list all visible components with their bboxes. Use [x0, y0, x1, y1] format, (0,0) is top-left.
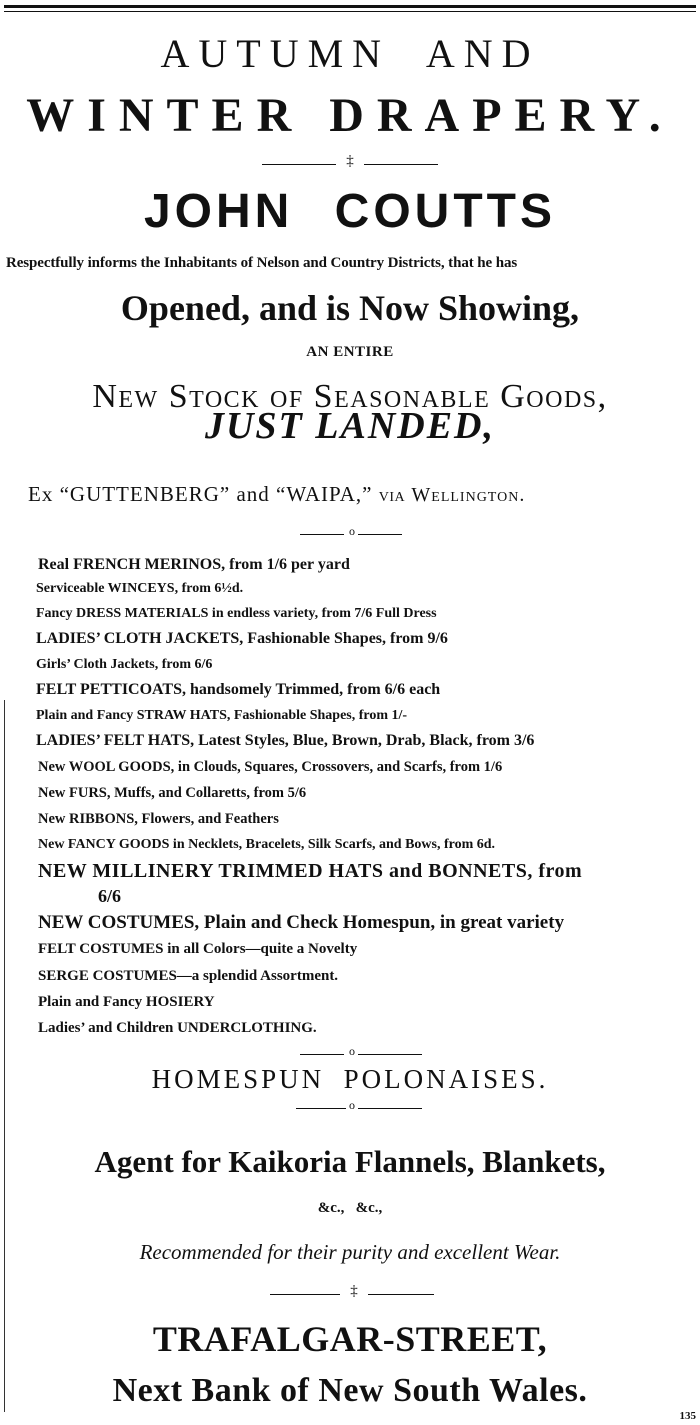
just-landed: JUST LANDED,: [204, 405, 496, 447]
ship-names: Ex “GUTTENBERG” and “WAIPA,”: [28, 482, 373, 506]
merchant-name: JOHN COUTTS: [143, 185, 556, 238]
list-item: New WOOL GOODS, in Clouds, Squares, Crossovers, and Scarfs, from 1/6: [38, 759, 503, 775]
list-item: Plain and Fancy STRAW HATS, Fashionable Shapes, from 1/-: [36, 708, 408, 723]
list-item: New RIBBONS, Flowers, and Feathers: [38, 811, 279, 827]
list-item: NEW MILLINERY TRIMMED HATS and BONNETS, from: [38, 860, 583, 882]
separator-3-glyph: o: [349, 1044, 355, 1058]
list-item: Ladies’ and Children UNDERCLOTHING.: [38, 1020, 317, 1036]
port-name: Wellington.: [411, 484, 526, 506]
separator-1-glyph: ‡: [346, 153, 354, 169]
separator-4-right: [358, 1108, 422, 1109]
merchant-intro: Respectfully informs the Inhabitants of Nelson and Country Districts, that he has: [6, 255, 518, 271]
page-number: 135: [679, 1410, 696, 1422]
separator-5-right: [368, 1294, 434, 1295]
list-item: 6/6: [98, 886, 122, 906]
list-item: NEW COSTUMES, Plain and Check Homespun, in great variety: [38, 912, 565, 933]
separator-2-glyph: o: [349, 524, 355, 538]
an-entire: AN ENTIRE: [306, 344, 394, 360]
top-rule: [4, 5, 696, 8]
list-item: Plain and Fancy HOSIERY: [38, 994, 215, 1010]
list-item: FELT PETTICOATS, handsomely Trimmed, from 6/6 each: [36, 681, 441, 698]
separator-1-left: [262, 164, 336, 165]
via-word: VIA: [378, 490, 406, 505]
list-item: LADIES’ CLOTH JACKETS, Fashionable Shapes, from 9/6: [36, 630, 448, 647]
top-rule-thin: [4, 11, 696, 12]
separator-1-right: [364, 164, 438, 165]
list-item: SERGE COSTUMES—a splendid Assortment.: [38, 968, 339, 984]
list-item: LADIES’ FELT HATS, Latest Styles, Blue, Brown, Drab, Black, from 3/6: [36, 732, 535, 749]
separator-5-glyph: ‡: [350, 1283, 358, 1299]
list-item: FELT COSTUMES in all Colors—quite a Novelty: [38, 941, 358, 957]
recommended-line: Recommended for their purity and excellent Wear.: [139, 1240, 561, 1264]
ship-line: [28, 482, 700, 507]
etc-line: &c., &c.,: [317, 1200, 383, 1216]
separator-2-right: [358, 534, 402, 535]
street-address: TRAFALGAR-STREET,: [152, 1319, 548, 1359]
separator-4-glyph: o: [349, 1098, 355, 1112]
list-item: Fancy DRESS MATERIALS in endless variety, from 7/6 Full Dress: [36, 606, 437, 621]
separator-5-left: [270, 1294, 340, 1295]
list-item: New FANCY GOODS in Necklets, Bracelets, Silk Scarfs, and Bows, from 6d.: [38, 837, 496, 852]
new-stock-heading: New Stock of Seasonable Goods,: [92, 378, 608, 415]
agent-line: Agent for Kaikoria Flannels, Blankets,: [94, 1144, 606, 1179]
list-item: Real FRENCH MERINOS, from 1/6 per yard: [38, 556, 350, 573]
list-item: Serviceable WINCEYS, from 6½d.: [36, 581, 244, 596]
left-border-rule: [4, 700, 5, 1412]
heading-autumn-and: AUTUMN AND: [160, 31, 540, 76]
homespun-polonaises: HOMESPUN POLONAISES.: [151, 1064, 549, 1094]
heading-winter-drapery: WINTER DRAPERY.: [26, 89, 674, 142]
opened-now-showing: Opened, and is Now Showing,: [120, 288, 580, 328]
next-bank-line: Next Bank of New South Wales.: [112, 1372, 588, 1409]
list-item: Girls’ Cloth Jackets, from 6/6: [36, 657, 213, 672]
list-item: New FURS, Muffs, and Collaretts, from 5/6: [38, 785, 307, 801]
separator-3-right: [358, 1054, 422, 1055]
